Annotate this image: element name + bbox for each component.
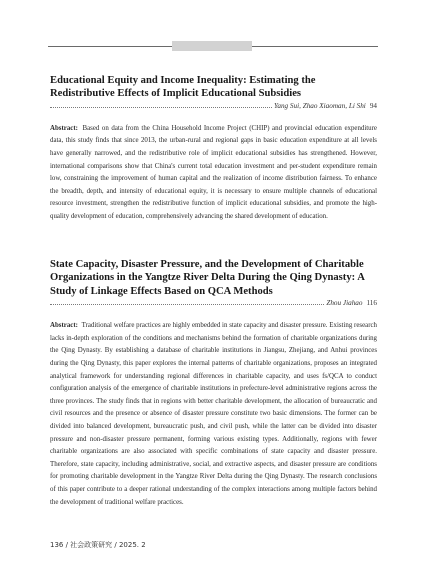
- dotted-leader: [50, 304, 324, 305]
- article-byline: [50, 101, 377, 111]
- article-abstract: [50, 320, 377, 509]
- abstract-label: Abstract:: [50, 124, 78, 132]
- abstract-label: Abstract:: [50, 322, 78, 330]
- dotted-leader: [50, 107, 272, 108]
- article-2: [50, 258, 377, 509]
- header-block: [172, 41, 252, 51]
- article-authors: Yang Sui, Zhao Xiaoman, Li Shi: [274, 101, 366, 110]
- article-title: State Capacity, Disaster Pressure, and the Development of Charitable Organizations in the Yangtze River Delta During the Qing Dynasty: A Study of Linkage Effects Based on QCA Methods: [50, 259, 365, 297]
- article-page-number: 94: [369, 101, 377, 110]
- article-authors: Zhou Jiahao: [326, 299, 363, 308]
- abstract-text: Traditional welfare practices are highly embedded in state capacity and disaster pressure. Existing research lacks in-depth exploration of the conditions and mechanisms behind the formation of charitable organizations during the Qing Dynasty. By establishing a database of charitable institutions in Jiangsu, Zhejiang, and Anhui provinces during the Qing Dynasty, this paper explores the internal patterns of charitable organizations, proposes an integrated analytical framework for understanding regional differences in charitable capacity, and uses fs/QCA to conduct configuration analysis of the emergence of charitable institutions in prefecture-level administrative regions across the three provinces. The study finds that in regions with better charitable development, the allocation of bureaucratic and civil resources and the presence or absence of disaster pressure constitute two basic dimensions. The former can be divided into balanced development, bureaucratic push, and civil push, while the latter can be divided into disaster pressure and non-disaster pressure permanent, forming various existing types. Additionally, regions with fewer charitable organizations are also associated with specific combinations of state capacity and disaster pressure. Therefore, state capacity, including administrative, social, and extractive aspects, and disaster pressure are conditions for promoting charitable development in the Yangtze River Delta during the Qing Dynasty. The research conclusions of this paper contribute to a deeper rational understanding of the complex interactions among multiple factors behind the development of traditional welfare practices.: [50, 322, 377, 506]
- abstract-text: Based on data from the China Household Income Project (CHIP) and provincial education expenditure data, this study finds that since 2013, the urban-rural and regional gaps in basic education expenditure at all levels have generally narrowed, and the redistributive role of implicit educational subsidies has strengthened. However, international comparisons show that China's current total education investment and per-student expenditure remain low, constraining the improvement of human capital and the realization of income distribution fairness. To enhance the breadth, depth, and intensity of educational equity, it is necessary to ensure multiple channels of educational resource investment, strengthen the redistributive function of implicit educational subsidies, and promote the high-quality development of education, comprehensively advancing the shared development of education.: [50, 124, 377, 220]
- article-title: Educational Equity and Income Inequality: Estimating the Redistributive Effects of Implicit Educational Subsidies: [50, 75, 316, 100]
- article-byline: [50, 298, 377, 308]
- article-abstract: [50, 123, 377, 224]
- article-page-number: 116: [366, 299, 377, 308]
- page-footer: 136 / 社会政策研究 / 2025. 2: [50, 541, 146, 549]
- article-1: [50, 74, 377, 224]
